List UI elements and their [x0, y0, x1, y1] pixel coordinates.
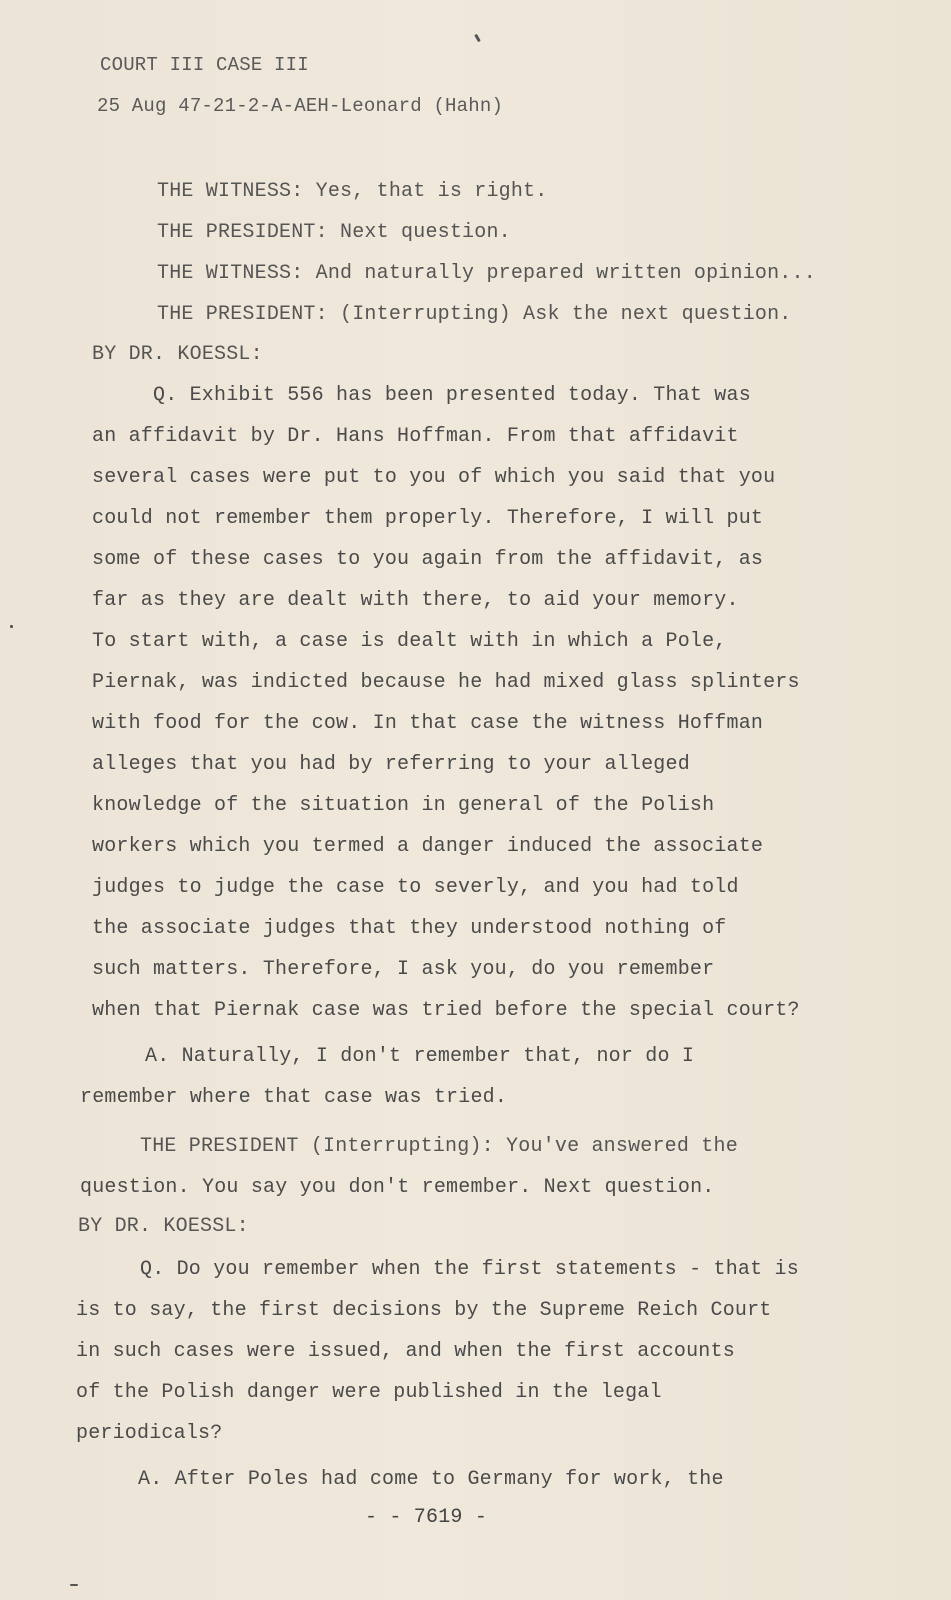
transcript-line: BY DR. KOESSL: [78, 1215, 249, 1238]
page-number: - - 7619 - [365, 1506, 488, 1529]
transcript-line: THE PRESIDENT (Interrupting): You've answered the [140, 1135, 738, 1158]
transcript-line: Q. Do you remember when the first statements - that is [140, 1258, 799, 1281]
session-reference: 25 Aug 47-21-2-A-AEH-Leonard (Hahn) [97, 95, 504, 117]
transcript-line: THE PRESIDENT: (Interrupting) Ask the next question. [157, 303, 792, 326]
transcript-line: an affidavit by Dr. Hans Hoffman. From that affidavit [92, 425, 739, 448]
transcript-line: knowledge of the situation in general of the Polish [92, 794, 715, 817]
transcript-line: with food for the cow. In that case the witness Hoffman [92, 712, 764, 735]
transcript-line: To start with, a case is dealt with in which a Pole, [92, 630, 727, 653]
transcript-line: could not remember them properly. Therefore, I will put [92, 507, 764, 530]
transcript-line: A. Naturally, I don't remember that, nor do I [145, 1045, 695, 1068]
transcript-line: when that Piernak case was tried before the special court? [92, 999, 800, 1022]
transcript-line: workers which you termed a danger induced the associate [92, 835, 764, 858]
transcript-line: the associate judges that they understood nothing of [92, 917, 727, 940]
transcript-line: such matters. Therefore, I ask you, do you remember [92, 958, 715, 981]
ink-mark [70, 1584, 78, 1586]
transcript-line: Piernak, was indicted because he had mixed glass splinters [92, 671, 800, 694]
ink-mark [10, 625, 13, 628]
transcript-line: remember where that case was tried. [80, 1086, 508, 1109]
transcript-line: periodicals? [76, 1422, 223, 1445]
ink-mark [474, 34, 481, 42]
transcript-line: of the Polish danger were published in the legal [76, 1381, 662, 1404]
transcript-line: BY DR. KOESSL: [92, 343, 263, 366]
transcript-line: THE PRESIDENT: Next question. [157, 221, 511, 244]
transcript-line: THE WITNESS: Yes, that is right. [157, 180, 548, 203]
transcript-line: A. After Poles had come to Germany for work, the [138, 1468, 724, 1491]
transcript-line: in such cases were issued, and when the first accounts [76, 1340, 735, 1363]
transcript-line: question. You say you don't remember. Next question. [80, 1176, 715, 1199]
court-case-header: COURT III CASE III [100, 54, 309, 76]
transcript-line: several cases were put to you of which you said that you [92, 466, 776, 489]
transcript-line: THE WITNESS: And naturally prepared written opinion... [157, 262, 816, 285]
transcript-line: judges to judge the case to severly, and you had told [92, 876, 739, 899]
transcript-line: is to say, the first decisions by the Supreme Reich Court [76, 1299, 772, 1322]
transcript-line: Q. Exhibit 556 has been presented today. That was [153, 384, 751, 407]
transcript-line: alleges that you had by referring to your alleged [92, 753, 690, 776]
transcript-line: far as they are dealt with there, to aid your memory. [92, 589, 739, 612]
transcript-line: some of these cases to you again from the affidavit, as [92, 548, 764, 571]
